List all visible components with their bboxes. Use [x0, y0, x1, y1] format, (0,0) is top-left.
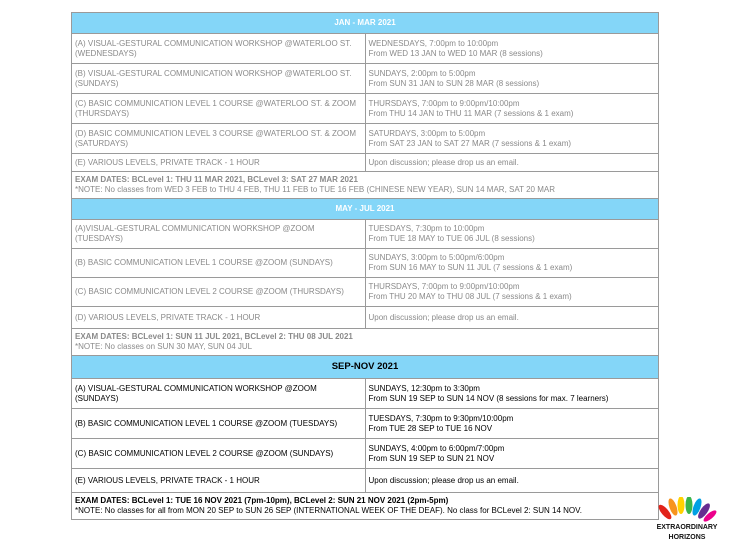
table-row — [72, 409, 659, 439]
notes-cell — [72, 172, 659, 199]
exam-dates: EXAM DATES: BCLevel 1: SUN 11 JUL 2021, BCLevel 2: THU 08 JUL 2021 — [75, 332, 353, 341]
schedule-cell — [365, 94, 659, 124]
time-text: TUESDAYS, 7:30pm to 9:30pm/10:00pm — [368, 413, 514, 423]
table-row — [72, 94, 659, 124]
notes-row — [72, 172, 659, 199]
dates-text: From TUE 18 MAY to TUE 06 JUL (8 sessions) — [368, 234, 535, 243]
section-header: SEP-NOV 2021 — [72, 356, 659, 379]
notes-cell — [72, 329, 659, 356]
dates-text: From SAT 23 JAN to SAT 27 MAR (7 sessions & 1 exam) — [368, 138, 572, 148]
schedule-cell — [365, 249, 659, 278]
table-row — [72, 154, 659, 172]
course-cell: (B) VISUAL-GESTURAL COMMUNICATION WORKSHOP @WATERLOO ST. (SUNDAYS) — [72, 64, 366, 94]
table-row — [72, 64, 659, 94]
table-row — [72, 379, 659, 409]
table-row — [72, 307, 659, 329]
schedule-cell — [365, 124, 659, 154]
exam-dates: EXAM DATES: BCLevel 1: THU 11 MAR 2021, BCLevel 3: SAT 27 MAR 2021 — [75, 175, 358, 184]
section-header: MAY - JUL 2021 — [72, 199, 659, 220]
dates-text: From SUN 19 SEP to SUN 21 NOV — [368, 453, 495, 463]
time-text: THURSDAYS, 7:00pm to 9:00pm/10:00pm — [368, 282, 520, 291]
logo-text-line2: HORIZONS — [668, 534, 706, 541]
course-cell: (A)VISUAL-GESTURAL COMMUNICATION WORKSHOP @ZOOM (TUESDAYS) — [72, 220, 366, 249]
table-row — [72, 34, 659, 64]
section-sep-nov — [72, 356, 659, 520]
dates-text: From THU 14 JAN to THU 11 MAR (7 sessions & 1 exam) — [368, 108, 574, 118]
section-header: JAN - MAR 2021 — [72, 13, 659, 34]
logo-text-line1: EXTRAORDINARY — [656, 524, 718, 531]
course-cell: (C) BASIC COMMUNICATION LEVEL 1 COURSE @WATERLOO ST. & ZOOM (THURSDAYS) — [72, 94, 366, 124]
exam-dates: EXAM DATES: BCLevel 1: TUE 16 NOV 2021 (7pm-10pm), BCLevel 2: SUN 21 NOV 2021 (2pm-5pm) — [75, 496, 449, 505]
course-cell: (B) BASIC COMMUNICATION LEVEL 1 COURSE @ZOOM (SUNDAYS) — [72, 249, 366, 278]
time-text: SUNDAYS, 2:00pm to 5:00pm — [368, 68, 476, 78]
time-text: SUNDAYS, 12:30pm to 3:30pm — [368, 383, 480, 393]
schedule-cell — [365, 439, 659, 469]
section-jan-mar — [72, 13, 659, 199]
extraordinary-horizons-logo — [656, 497, 718, 543]
dates-text: From SUN 16 MAY to SUN 11 JUL (7 sessions & 1 exam) — [368, 263, 573, 272]
schedule-cell — [365, 220, 659, 249]
schedule-table — [71, 12, 659, 520]
dates-text: From WED 13 JAN to WED 10 MAR (8 sessions) — [368, 48, 543, 58]
course-cell: (B) BASIC COMMUNICATION LEVEL 1 COURSE @ZOOM (TUESDAYS) — [72, 409, 366, 439]
table-row — [72, 469, 659, 493]
notes-row — [72, 493, 659, 520]
table-row — [72, 278, 659, 307]
note-text: *NOTE: No classes from WED 3 FEB to THU 4 FEB, THU 11 FEB to TUE 16 FEB (CHINESE NEW YEAR), SUN 14 MAR, SAT 20 MAR — [75, 185, 555, 194]
course-cell: (D) VARIOUS LEVELS, PRIVATE TRACK - 1 HOUR — [72, 307, 366, 329]
table-row — [72, 439, 659, 469]
schedule-cell: Upon discussion; please drop us an email. — [365, 469, 659, 493]
schedule-cell — [365, 34, 659, 64]
dates-text: From SUN 19 SEP to SUN 14 NOV (8 sessions for max. 7 learners) — [368, 393, 609, 403]
schedule-cell — [365, 64, 659, 94]
dates-text: From TUE 28 SEP to TUE 16 NOV — [368, 423, 493, 433]
table-row — [72, 220, 659, 249]
section-may-jul — [72, 199, 659, 356]
note-text: *NOTE: No classes on SUN 30 MAY, SUN 04 JUL — [75, 342, 253, 351]
schedule-cell: Upon discussion; please drop us an email. — [365, 154, 659, 172]
time-text: WEDNESDAYS, 7:00pm to 10:00pm — [368, 38, 499, 48]
course-cell: (D) BASIC COMMUNICATION LEVEL 3 COURSE @WATERLOO ST. & ZOOM (SATURDAYS) — [72, 124, 366, 154]
time-text: SUNDAYS, 3:00pm to 5:00pm/6:00pm — [368, 253, 505, 262]
course-cell: (A) VISUAL-GESTURAL COMMUNICATION WORKSHOP @WATERLOO ST. (WEDNESDAYS) — [72, 34, 366, 64]
dates-text: From THU 20 MAY to THU 08 JUL (7 sessions & 1 exam) — [368, 292, 572, 301]
time-text: THURSDAYS, 7:00pm to 9:00pm/10:00pm — [368, 98, 520, 108]
schedule-cell: Upon discussion; please drop us an email. — [365, 307, 659, 329]
table-row — [72, 249, 659, 278]
note-text: *NOTE: No classes for all from MON 20 SEP to SUN 26 SEP (INTERNATIONAL WEEK OF THE DEAF). No class for BCLevel 2: SUN 14 NOV. — [75, 506, 582, 515]
time-text: TUESDAYS, 7:30pm to 10:00pm — [368, 224, 485, 233]
time-text: SATURDAYS, 3:00pm to 5:00pm — [368, 128, 486, 138]
table-row — [72, 124, 659, 154]
notes-cell — [72, 493, 659, 520]
course-cell: (A) VISUAL-GESTURAL COMMUNICATION WORKSHOP @ZOOM (SUNDAYS) — [72, 379, 366, 409]
notes-row — [72, 329, 659, 356]
dates-text: From SUN 31 JAN to SUN 28 MAR (8 sessions) — [368, 78, 540, 88]
course-cell: (E) VARIOUS LEVELS, PRIVATE TRACK - 1 HOUR — [72, 469, 366, 493]
course-cell: (C) BASIC COMMUNICATION LEVEL 2 COURSE @ZOOM (SUNDAYS) — [72, 439, 366, 469]
course-cell: (E) VARIOUS LEVELS, PRIVATE TRACK - 1 HOUR — [72, 154, 366, 172]
rainbow-hands-icon — [657, 497, 718, 523]
schedule-cell — [365, 409, 659, 439]
course-cell: (C) BASIC COMMUNICATION LEVEL 2 COURSE @ZOOM (THURSDAYS) — [72, 278, 366, 307]
schedule-cell — [365, 379, 659, 409]
time-text: SUNDAYS, 4:00pm to 6:00pm/7:00pm — [368, 443, 505, 453]
schedule-cell — [365, 278, 659, 307]
